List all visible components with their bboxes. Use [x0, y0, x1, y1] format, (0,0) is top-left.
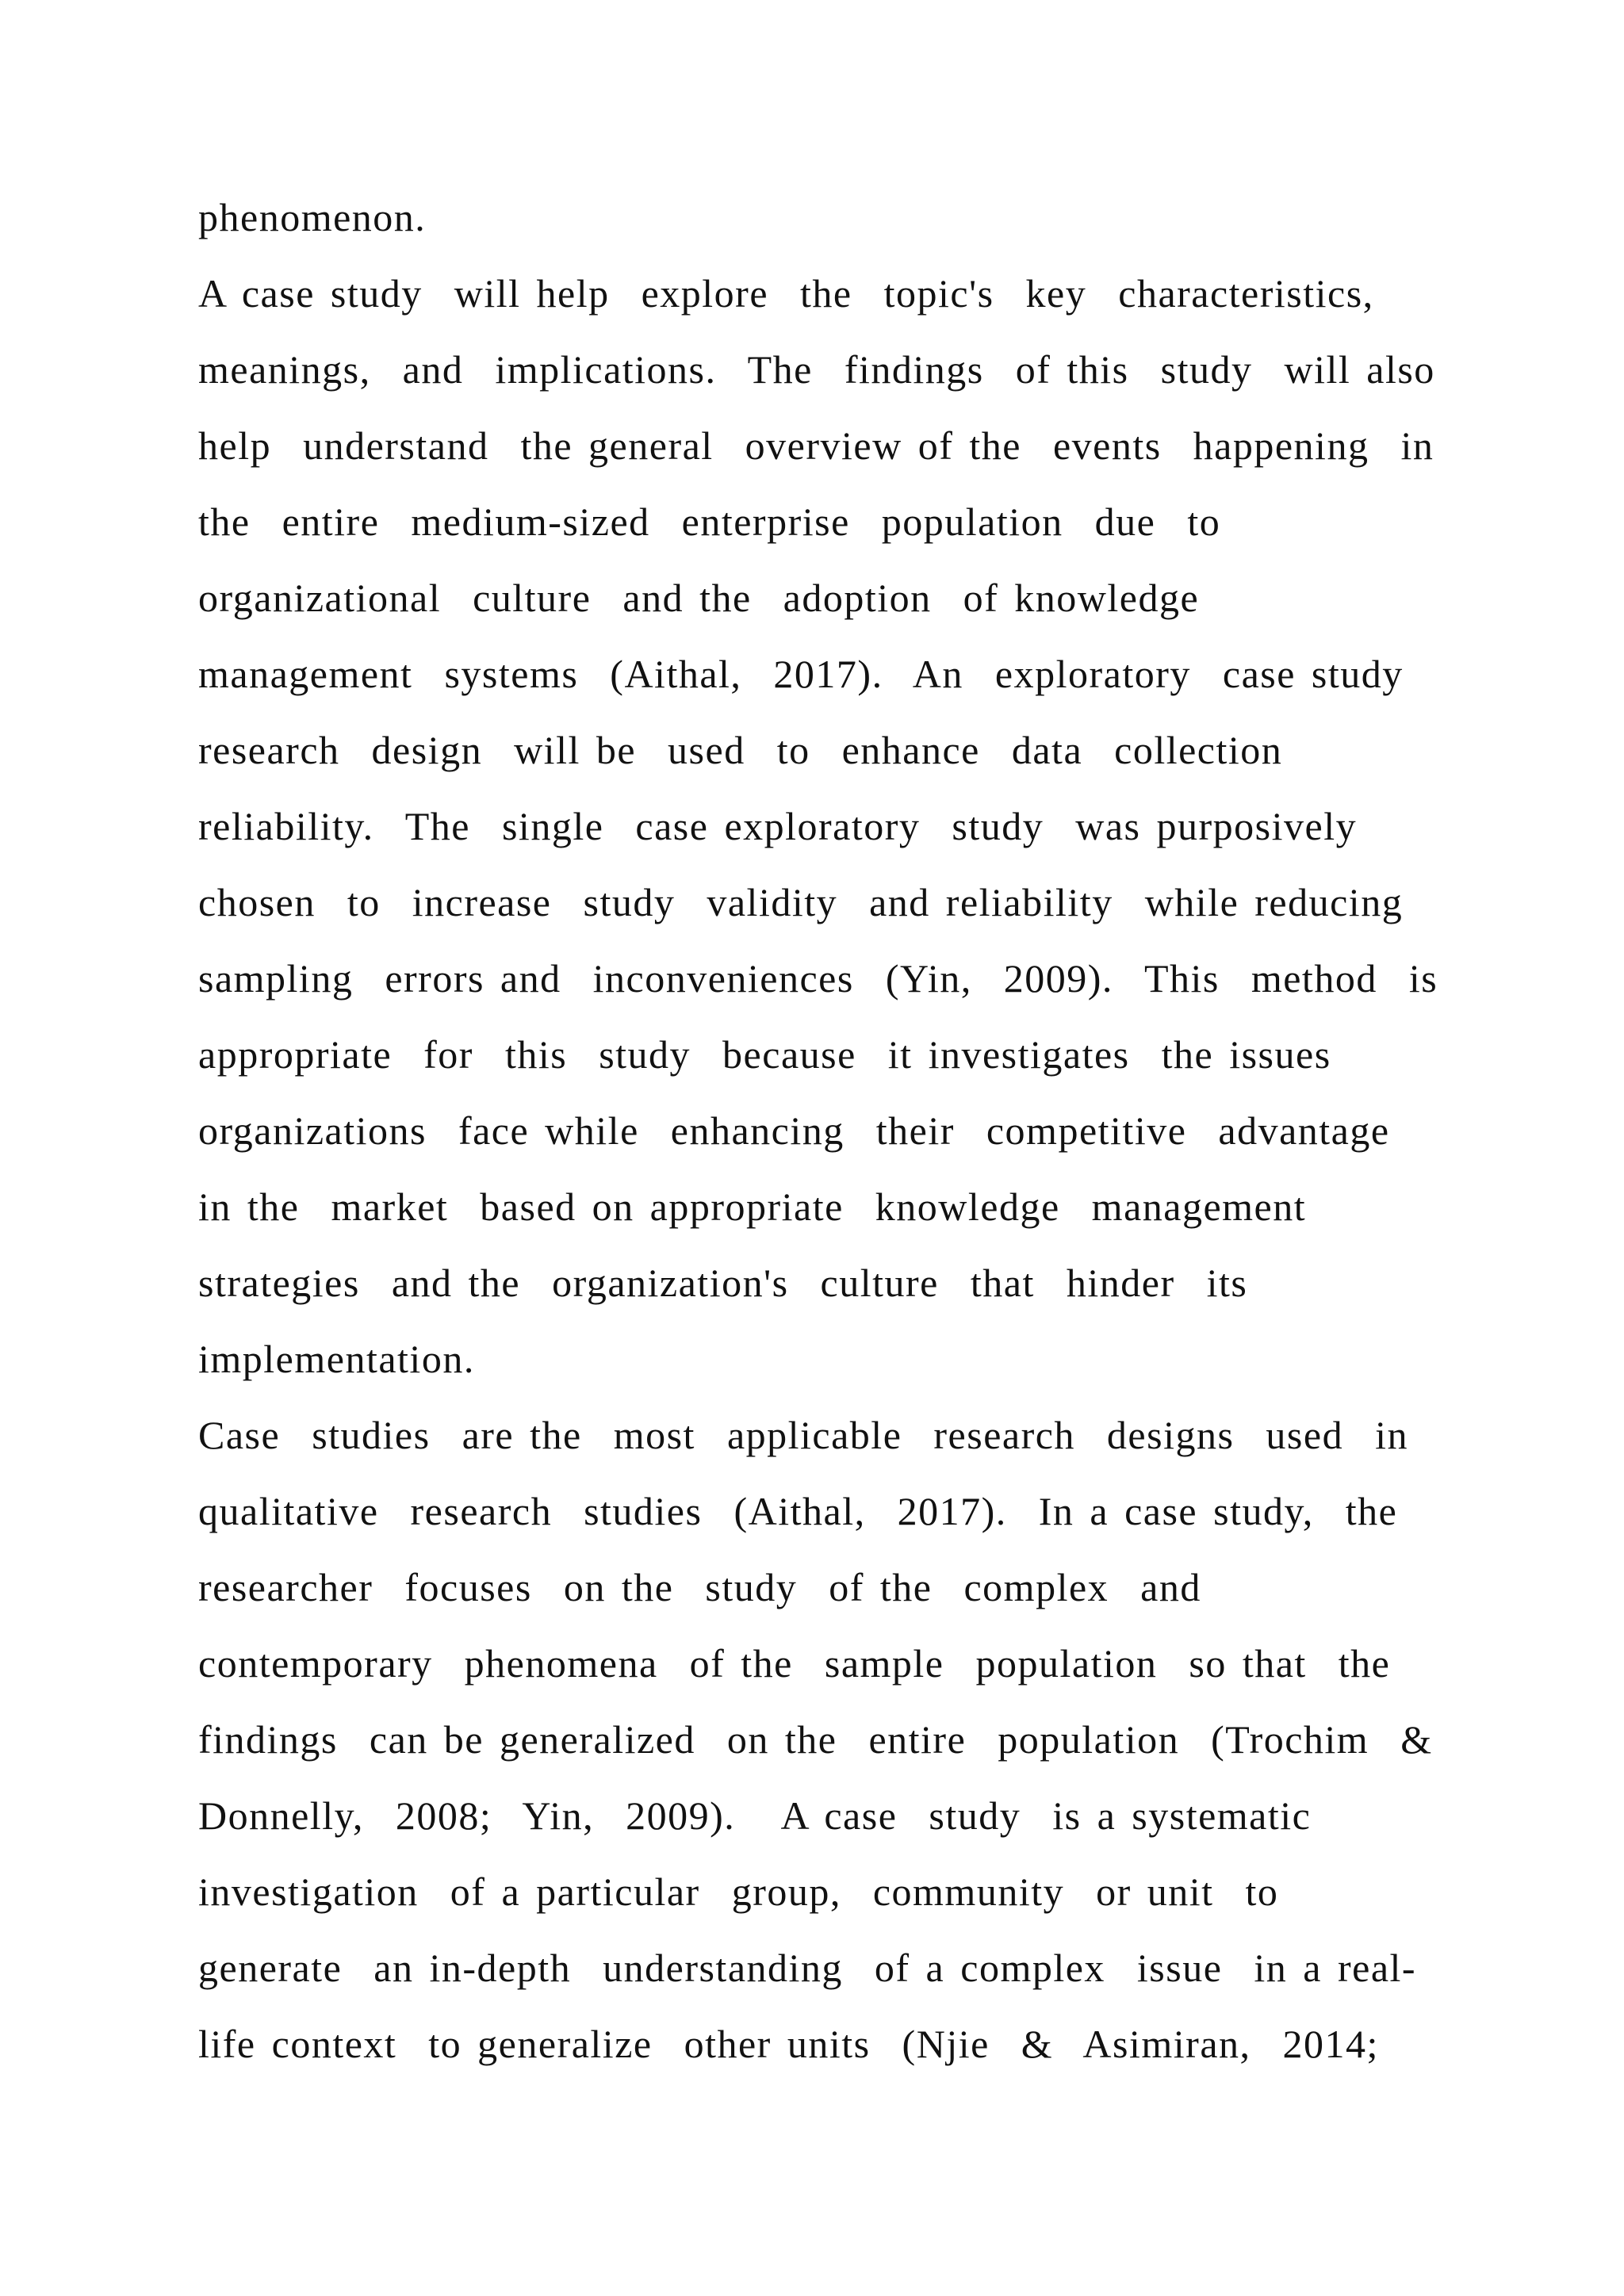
text-line: strategies and the organization's culture that hinder its: [198, 1261, 1248, 1305]
text-line: help understand the general overview of the events happening in: [198, 423, 1434, 468]
text-line: meanings, and implications. The findings of this study will also: [198, 347, 1435, 392]
text-line: qualitative research studies (Aithal, 2017). In a case study, the: [198, 1489, 1398, 1533]
text-line: appropriate for this study because it investigates the issues: [198, 1032, 1331, 1077]
text-line: A case study will help explore the topic's key characteristics,: [198, 271, 1374, 316]
text-line: chosen to increase study validity and reliability while reducing: [198, 880, 1404, 924]
text-line: investigation of a particular group, community or unit to: [198, 1869, 1279, 1914]
text-line: generate an in-depth understanding of a complex issue in a real-: [198, 1946, 1417, 1990]
text-line: Case studies are the most applicable research designs used in: [198, 1413, 1408, 1457]
text-line: phenomenon.: [198, 195, 427, 239]
text-line: Donnelly, 2008; Yin, 2009). A case study is a systematic: [198, 1793, 1312, 1838]
text-line: in the market based on appropriate knowledge management: [198, 1184, 1307, 1229]
text-line: organizations face while enhancing their competitive advantage: [198, 1108, 1390, 1153]
text-line: sampling errors and inconveniences (Yin, 2009). This method is: [198, 956, 1438, 1001]
text-line: the entire medium-sized enterprise population due to: [198, 499, 1221, 544]
text-line: implementation.: [198, 1337, 475, 1381]
text-line: organizational culture and the adoption of knowledge: [198, 576, 1200, 620]
text-line: life context to generalize other units (Njie & Asimiran, 2014;: [198, 2022, 1379, 2066]
text-line: findings can be generalized on the entire population (Trochim &: [198, 1717, 1433, 1762]
text-line: management systems (Aithal, 2017). An exploratory case study: [198, 652, 1404, 696]
text-line: contemporary phenomena of the sample population so that the: [198, 1641, 1391, 1686]
text-line: researcher focuses on the study of the complex and: [198, 1565, 1201, 1609]
text-line: reliability. The single case exploratory study was purposively: [198, 804, 1358, 848]
text-line: research design will be used to enhance data collection: [198, 728, 1283, 772]
